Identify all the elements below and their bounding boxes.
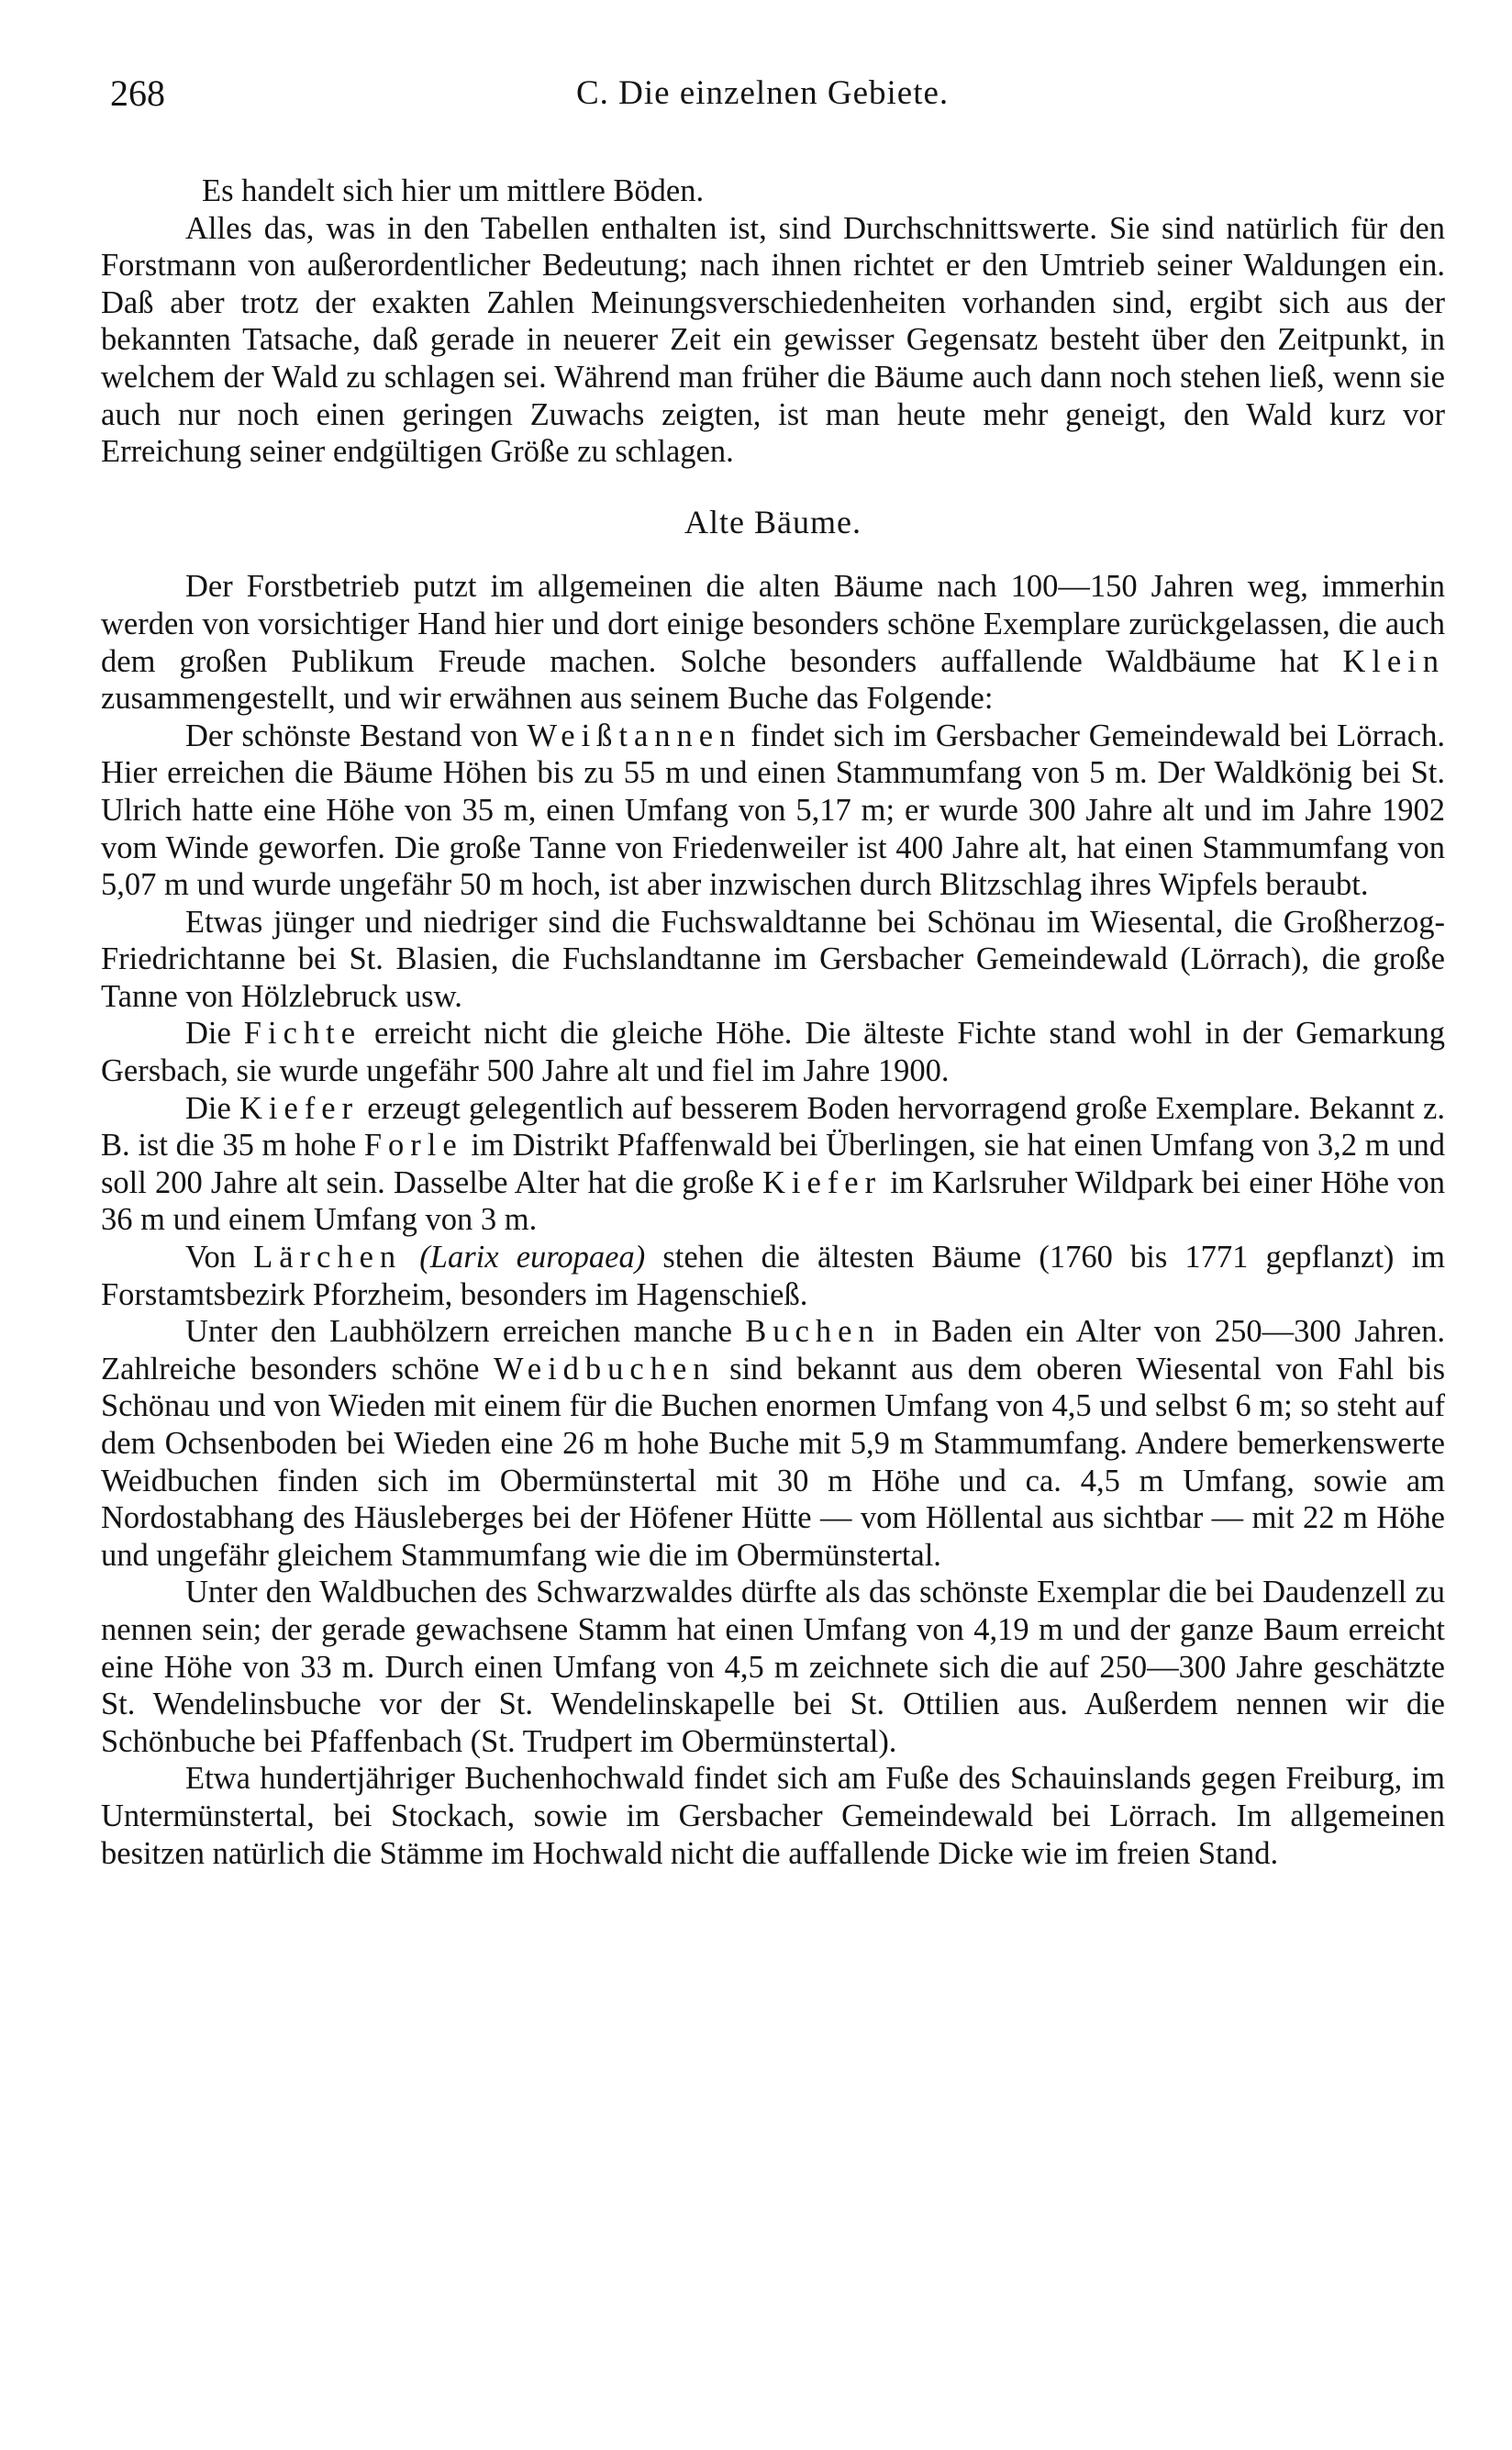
paragraph-10: Unter den Waldbuchen des Schwarzwaldes dürfte als das schönste Exemplar die bei Daudenzell zu nennen sein; der gerade gewachsene Stamm hat einen Umfang von 4,19 m und der ganze Baum erreicht eine Höhe von 33 m. Durch einen Umfang von 4,5 m zeichnete sich die auf 250—300 Jahre geschätzte St. Wendelinsbuche vor der St. Wendelinskapelle bei St. Ottilien aus. Außerdem nennen wir die Schönbuche bei Pfaffenbach (St. Trudpert im Obermünstertal). bbox=[101, 1575, 1445, 1759]
paragraph-2: Alles das, was in den Tabellen enthalten ist, sind Durchschnittswerte. Sie sind natürlich für den Forstmann von außerordentlicher Bedeutung; nach ihnen richtet er den Umtrieb seiner Waldungen ein. Daß aber trotz der exakten Zahlen Meinungsverschiedenheiten vorhanden sind, ergibt sich aus der bekannten Tatsache, daß gerade in neuerer Zeit ein gewisser Gegensatz besteht über den Zeitpunkt, in welchem der Wald zu schlagen sei. Während man früher die Bäume auch dann noch stehen ließ, wenn sie auch nur noch einen geringen Zuwachs zeigten, ist man heute mehr geneigt, den Wald kurz vor Erreichung seiner endgültigen Größe zu schlagen. bbox=[101, 210, 1445, 470]
page-number: 268 bbox=[110, 72, 165, 114]
text-run: in Baden ein Alter von 250—300 Jahren. Zahlreiche besonders schöne bbox=[101, 1314, 1445, 1386]
tree-name: Weißtannen bbox=[527, 718, 742, 753]
text-run: zusammengestellt, und wir erwähnen aus seinem Buche das Folgende: bbox=[101, 681, 994, 717]
paragraph-5: Etwas jünger und niedriger sind die Fuchswaldtanne bei Schönau im Wiesental, die Großherzog-Friedrichtanne bei St. Blasien, die Fuchslandtanne im Gersbacher Gemeindewald (Lörrach), die große Tanne von Hölzlebruck usw. bbox=[101, 904, 1445, 1014]
tree-name: Kiefer bbox=[239, 1090, 360, 1126]
text-run: im Distrikt Pfaffenwald bei Überlingen, sie hat einen Umfang von 3,2 m und soll 200 Jahre alt sein. Dasselbe Alter hat die große bbox=[101, 1128, 1445, 1200]
text-run: Die bbox=[185, 1016, 244, 1052]
text-run: Der Forstbetrieb putzt im allgemeinen die alten Bäume nach 100—150 Jahren weg, immerhin werden von vorsichtiger Hand hier und dort einige besonders schöne Exemplare zurückgelassen, die auch dem großen Publikum Freude machen. Solche besonders auffallende Waldbäume hat bbox=[101, 569, 1445, 679]
tree-name: Weidbuchen bbox=[493, 1351, 716, 1386]
paragraph-3 bbox=[101, 568, 1445, 717]
body-text bbox=[101, 173, 1445, 1872]
paragraph-1: Es handelt sich hier um mittlere Böden. bbox=[202, 173, 705, 208]
text-run: sind bekannt aus dem oberen Wiesental von Fahl bis Schönau und von Wieden mit einem für die Buchen enormen Umfang von 4,5 und selbst 6 m; so steht auf dem Ochsenboden bei Wieden eine 26 m hohe Buche mit 5,9 m Stammumfang. Andere bemerkenswerte Weidbuchen finden sich im Obermünstertal mit 30 m Höhe und ca. 4,5 m Umfang, sowie am Nordostabhang des Häusleberges bei der Höfener Hütte — vom Höllental aus sichtbar — mit 22 m Höhe und ungefähr gleichem Stammumfang wie die im Obermünstertal. bbox=[101, 1351, 1445, 1573]
tree-name: Kiefer bbox=[762, 1164, 883, 1200]
author-name: Klein bbox=[1342, 643, 1445, 679]
text-run: stehen die ältesten Bäume (1760 bis 1771 gepflanzt) im Forstamtsbezirk Pforzheim, besonders im Hagenschieß. bbox=[101, 1240, 1445, 1312]
paragraph-11: Etwa hundertjähriger Buchenhochwald findet sich am Fuße des Schauinslands gegen Freiburg, im Untermünstertal, bei Stockach, sowie im Gersbacher Gemeindewald bei Lörrach. Im allgemeinen besitzen natürlich die Stämme im Hochwald nicht die auffallende Dicke wie im freien Stand. bbox=[101, 1761, 1445, 1871]
text-run: findet sich im Gersbacher Gemeindewald bei Lörrach. Hier erreichen die Bäume Höhen bis zu 55 m und einen Stammumfang von 5 m. Der Waldkönig bei St. Ulrich hatte eine Höhe von 35 m, einen Umfang von 5,17 m; er wurde 300 Jahre alt und im Jahre 1902 vom Winde geworfen. Die große Tanne von Friedenweiler ist 400 Jahre alt, hat einen Stammumfang von 5,07 m und wurde ungefähr 50 m hoch, ist aber inzwischen durch Blitzschlag ihres Wipfels beraubt. bbox=[101, 718, 1445, 903]
paragraph-6 bbox=[101, 1015, 1445, 1089]
paragraph-4 bbox=[101, 718, 1445, 904]
text-run: Der schönste Bestand von bbox=[185, 718, 528, 753]
running-head: C. Die einzelnen Gebiete. bbox=[576, 74, 950, 112]
text-run: Von bbox=[185, 1240, 254, 1275]
tree-name: Buchen bbox=[745, 1314, 881, 1350]
paragraph-8 bbox=[101, 1239, 1445, 1313]
text-run: Die bbox=[185, 1090, 239, 1126]
tree-name: Fichte bbox=[243, 1016, 362, 1052]
section-heading: Alte Bäume. bbox=[684, 503, 862, 540]
tree-name: Lärchen bbox=[253, 1240, 403, 1275]
text-run: erzeugt gelegentlich auf besserem Boden hervorragend große Exemplare. Bekannt z. B. ist die 35 m hohe bbox=[101, 1090, 1445, 1164]
text-run: im Karlsruher Wildpark bei einer Höhe von 36 m und einem Umfang von 3 m. bbox=[101, 1164, 1445, 1238]
paragraph-9 bbox=[101, 1313, 1445, 1574]
latin-name: (Larix europaea) bbox=[402, 1240, 646, 1275]
tree-name: Forle bbox=[363, 1128, 463, 1164]
text-run: Unter den Laubhölzern erreichen manche bbox=[185, 1314, 746, 1350]
page-header bbox=[110, 72, 1413, 127]
text-run: erreicht nicht die gleiche Höhe. Die älteste Fichte stand wohl in der Gemarkung Gersbach, sie wurde ungefähr 500 Jahre alt und fiel im Jahre 1900. bbox=[101, 1016, 1445, 1089]
paragraph-7 bbox=[101, 1090, 1445, 1239]
